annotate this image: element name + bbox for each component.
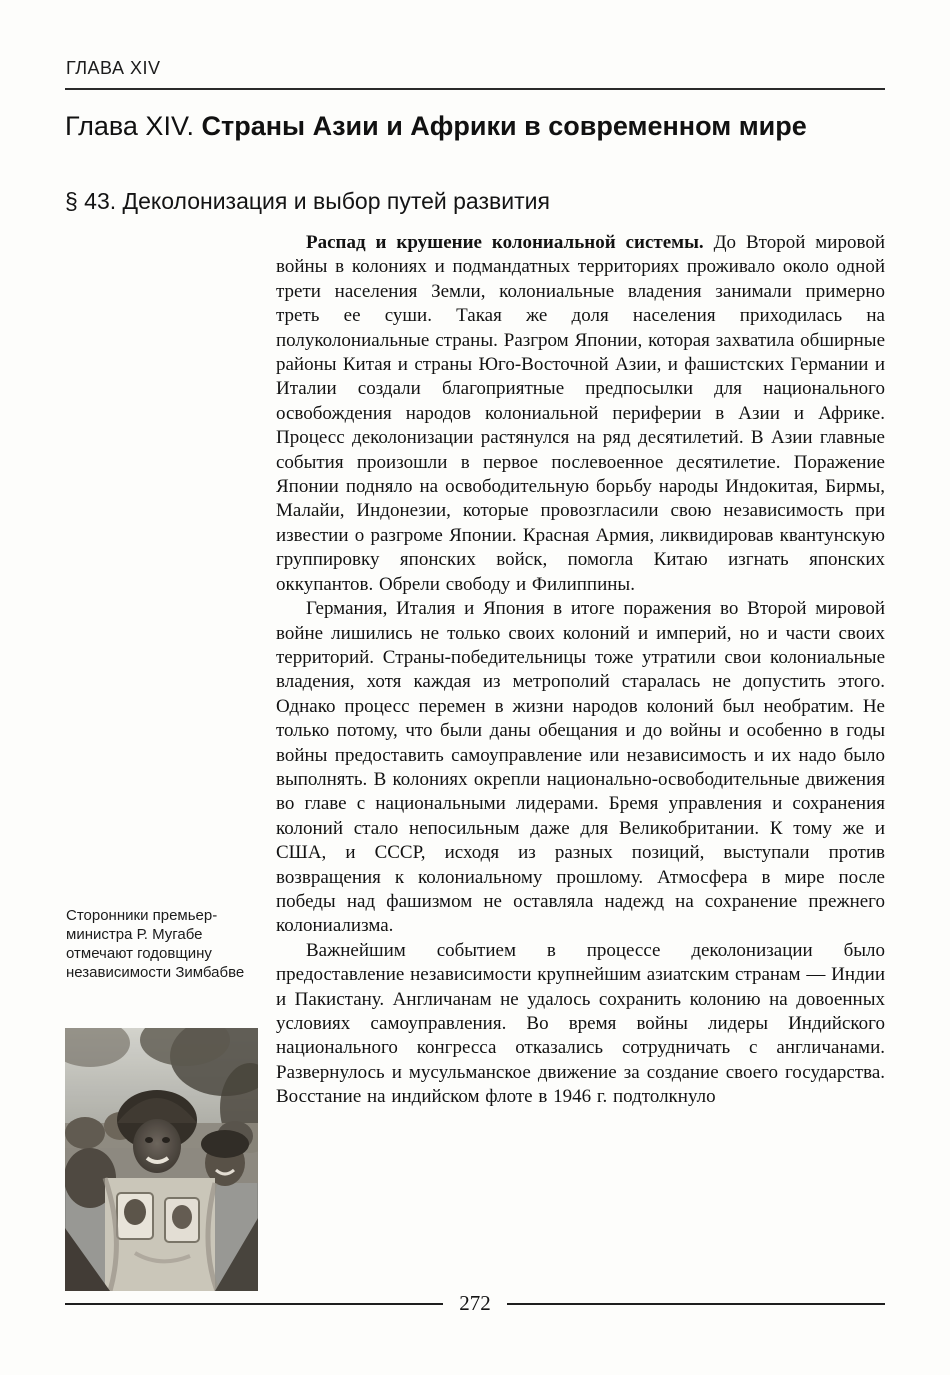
footer-rule-left (65, 1303, 443, 1305)
body-paragraph: Важнейшим событием в процессе деколонизации было предоставление независимости крупнейшим азиатским странам — Индии и Пакистану. Англичанам не удалось сохранить колонию на довоенных условиях самоуправления. Во время войны лидеры Индийского национального конгресса отказались сотрудничать с англичанами. Развернулось и мусульманское движение за создание своего государства. Восстание на индийском флоте в 1946 г. подтолкнуло (276, 939, 885, 1108)
chapter-title (65, 110, 885, 142)
body-text (276, 231, 885, 1110)
chapter-title-main: Страны Азии и Африки в современном мире (201, 111, 807, 141)
footer-rule-right (507, 1303, 885, 1305)
running-head: ГЛАВА XIV (66, 58, 161, 78)
photo-mugabe-supporters (65, 1028, 258, 1291)
figure-caption: Сторонники премьер-министра Р. Мугабе отмечают годовщину независимости Зимбабве (66, 907, 245, 981)
paragraph-lead: Распад и крушение колониальной системы. (306, 232, 714, 253)
photo-illustration (65, 1028, 258, 1291)
header-rule (65, 88, 885, 90)
body-paragraph: Распад и крушение колониальной системы. До Второй мировой войны в колониях и подмандатных территориях проживало около одной трети населения Земли, колониальные владения занимали примерно треть ее суши. Такая же доля населения приходилась на полуколониальные страны. Разгром Японии, которая захватила обширные районы Китая и страны Юго-Восточной Азии, и фашистских Германии и Италии создали благоприятные предпосылки для национального освобождения народов колониальной периферии в Азии и Африке. Процесс деколонизации растянулся на ряд десятилетий. В Азии главные события произошли в первое послевоенное десятилетие. Поражение Японии подняло на освободительную борьбу народы Индокитая, Бирмы, Малайи, Индонезии, которые провозгласили свою независимость при известии о разгроме Японии. Красная Армия, ликвидировав квантунскую группировку японских войск, помогла Китаю изгнать японских оккупантов. Обрели свободу и Филиппины. (276, 232, 885, 595)
chapter-title-prefix: Глава XIV. (65, 111, 202, 141)
page-number: 272 (459, 1291, 491, 1315)
body-paragraph: Германия, Италия и Япония в итоге поражения во Второй мировой войне лишились не только своих колоний и империй, но и части своих территорий. Страны-победительницы тоже утратили свои колониальные владения, хотя каждая из метрополий старалась не допустить этого. Однако процесс перемен в жизни народов колоний был необратим. Не только потому, что были даны обещания и до войны и особенно в годы войны предоставить самоуправление или независимость и их надо было выполнять. В колониях окрепли национально-освободительные движения во главе с национальными лидерами. Бремя управления и сохранения колоний стало непосильным даже для Великобритании. К тому же и США, и СССР, исходя из разных позиций, выступали против возвращения к колониальному прошлому. Атмосфера в мире после победы над фашизмом не оставляла надежд на сохранение прежнего колониализма. (276, 598, 885, 937)
section-heading: § 43. Деколонизация и выбор путей развития (65, 188, 550, 214)
page-footer (65, 1293, 885, 1314)
